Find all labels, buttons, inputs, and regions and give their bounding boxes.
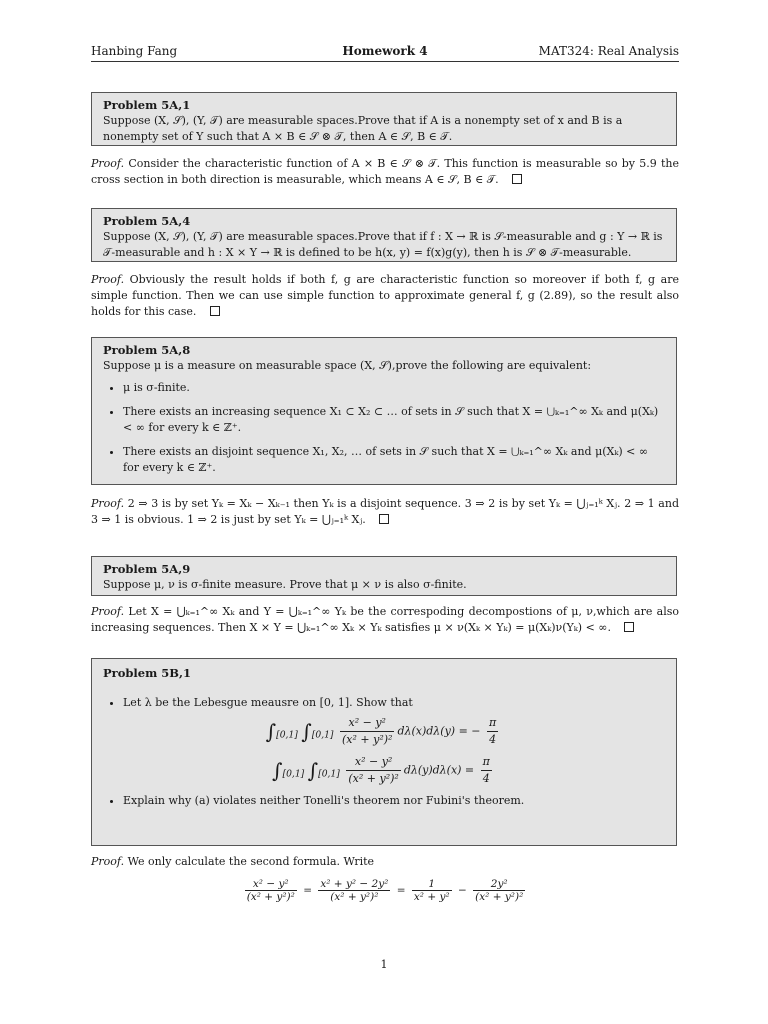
problem-statement: Suppose μ, ν is σ-finite measure. Prove that μ × ν is also σ-finite. (103, 578, 467, 591)
integral-sign: ∫ (265, 719, 277, 744)
problem-box-5b1 (91, 658, 677, 846)
denominator: (x² + y²)² (348, 772, 399, 785)
integral-domain: [0,1] (311, 729, 334, 741)
numerator: x² − y² (340, 715, 394, 732)
numerator: 2y² (473, 878, 525, 891)
problem-title: Problem 5A,4 (103, 214, 191, 228)
proof-5a8 (91, 496, 679, 528)
numerator: π (481, 754, 492, 771)
integral-domain: [0,1] (276, 729, 298, 741)
denominator: (x² + y²)² (342, 733, 393, 746)
formula-decomposition (91, 878, 679, 903)
integral-sign: ∫ (272, 758, 283, 783)
integral-domain: [0,1] (318, 768, 340, 780)
integral-sign: ∫ (301, 719, 312, 744)
header-title: Homework 4 (342, 44, 428, 58)
proof-text: Consider the characteristic function of A × B ∈ 𝒮 ⊗ 𝒯. This function is measurable so by 5.9 the cross section in both direction is measurable, which means A ∈ 𝒮, B ∈ 𝒯. (91, 157, 680, 186)
fraction (245, 878, 297, 903)
problem-box-5a1 (91, 92, 677, 146)
qed-icon (210, 306, 220, 316)
numerator: x² − y² (245, 878, 297, 891)
formula-first (103, 715, 664, 748)
list-item: • Explain why (a) violates neither Tonelli's theorem nor Fubini's theorem. (123, 793, 664, 809)
equals-sign: = (396, 884, 406, 897)
rhs-fraction (481, 754, 492, 787)
integrand-fraction (346, 754, 400, 787)
fraction (473, 878, 525, 903)
fraction (412, 878, 452, 903)
numerator: x² − y² (346, 754, 400, 771)
proof-text: Let X = ⋃ₖ₌₁^∞ Xₖ and Y = ⋃ₖ₌₁^∞ Yₖ be the correspoding decompostions of μ, ν,which are also increasing sequences. Then X × Y = ⋃ₖ₌₁^∞ Xₖ × Yₖ satisfies μ × ν(Xₖ × Yₖ) = μ(Xₖ)ν(Yₖ) < ∞. (91, 605, 679, 634)
numerator: π (487, 715, 498, 732)
list-item: • There exists an increasing sequence X₁ ⊂ X₂ ⊂ … of sets in 𝒮 such that X = ⋃ₖ₌₁^∞ Xₖ and μ(Xₖ) < ∞ for every k ∈ ℤ⁺. (123, 404, 664, 436)
problem-box-5a9 (91, 556, 677, 596)
task-list (103, 695, 664, 711)
list-item: • μ is σ-finite. (123, 380, 664, 396)
numerator: x² + y² − 2y² (320, 878, 389, 890)
proof-label: Proof. (91, 157, 125, 170)
proof-text: We only calculate the second formula. Write (127, 855, 375, 868)
minus-sign: − (457, 884, 467, 897)
proof-label: Proof. (91, 273, 125, 286)
proof-label: Proof. (91, 605, 125, 618)
integrand-fraction (340, 715, 394, 748)
problem-statement: Suppose μ is a measure on measurable space (X, 𝒮),prove the following are equivalent: (103, 359, 592, 372)
differentials: dλ(x)dλ(y) = − (397, 724, 481, 738)
list-item: • There exists an disjoint sequence X₁, X₂, … of sets in 𝒮 such that X = ⋃ₖ₌₁^∞ Xₖ and μ(Xₖ) < ∞ for every k ∈ ℤ⁺. (123, 444, 664, 476)
problem-title: Problem 5A,1 (103, 98, 191, 112)
proof-5a4 (91, 272, 679, 320)
denominator: (x² + y²)² (330, 891, 379, 903)
problem-box-5a4 (91, 208, 677, 262)
header-course: MAT324: Real Analysis (538, 44, 679, 58)
task-list (103, 793, 664, 809)
differentials: dλ(y)dλ(x) = (403, 763, 475, 777)
qed-icon (512, 174, 522, 184)
denominator: 4 (489, 733, 497, 746)
formula-second (103, 754, 664, 787)
proof-5a1 (91, 156, 679, 188)
problem-title: Problem 5A,8 (103, 343, 191, 357)
proof-5b1 (91, 854, 679, 870)
proof-text: 2 ⇒ 3 is by set Yₖ = Xₖ − Xₖ₋₁ then Yₖ is a disjoint sequence. 3 ⇒ 2 is by set Yₖ = ⋃ⱼ₌₁ᵏ Xⱼ. 2 ⇒ 1 and 3 ⇒ 1 is obvious. 1 ⇒ 2 is just by set Yₖ = ⋃ⱼ₌₁ᵏ Xⱼ. (91, 497, 679, 526)
denominator: (x² + y²)² (246, 891, 295, 903)
fraction (318, 878, 390, 903)
proof-label: Proof. (91, 497, 125, 510)
page-header (91, 44, 679, 62)
list-item: • Let λ be the Lebesgue meausre on [0, 1]. Show that (123, 695, 664, 711)
qed-icon (624, 622, 634, 632)
proof-label: Proof. (91, 855, 125, 868)
header-author: Hanbing Fang (91, 44, 178, 58)
integral-domain: [0,1] (282, 768, 305, 780)
denominator: 4 (482, 772, 490, 785)
problem-statement: Suppose (X, 𝒮), (Y, 𝒯) are measurable spaces.Prove that if A is a nonempty set of x and B is a nonempty set of Y such that A × B ∈ 𝒮 ⊗ 𝒯, then A ∈ 𝒮, B ∈ 𝒯. (103, 114, 623, 143)
proof-text: Obviously the result holds if both f, g are characteristic function so moreover if both f, g are simple function. Then we can use simple function to approximate general f, g (2.89), so the result also holds for this case. (91, 273, 679, 318)
problem-statement: Suppose (X, 𝒮), (Y, 𝒯) are measurable spaces.Prove that if f : X → ℝ is 𝒮-measurable and g : Y → ℝ is 𝒯-measurable and h : X × Y → ℝ is defined to be h(x, y) = f(x)g(y), then h is 𝒮 ⊗ 𝒯-measurable. (103, 230, 663, 259)
integral-sign: ∫ (307, 758, 319, 783)
conditions-list (103, 380, 664, 476)
qed-icon (379, 514, 389, 524)
numerator: 1 (412, 878, 452, 891)
denominator: x² + y² (413, 891, 450, 903)
proof-5a9 (91, 604, 679, 636)
equals-sign: = (303, 884, 312, 897)
denominator: (x² + y²)² (475, 891, 524, 903)
rhs-fraction (487, 715, 498, 748)
page-number: 1 (380, 958, 388, 971)
problem-title: Problem 5B,1 (103, 666, 192, 680)
problem-box-5a8 (91, 337, 677, 485)
problem-title: Problem 5A,9 (103, 562, 191, 576)
